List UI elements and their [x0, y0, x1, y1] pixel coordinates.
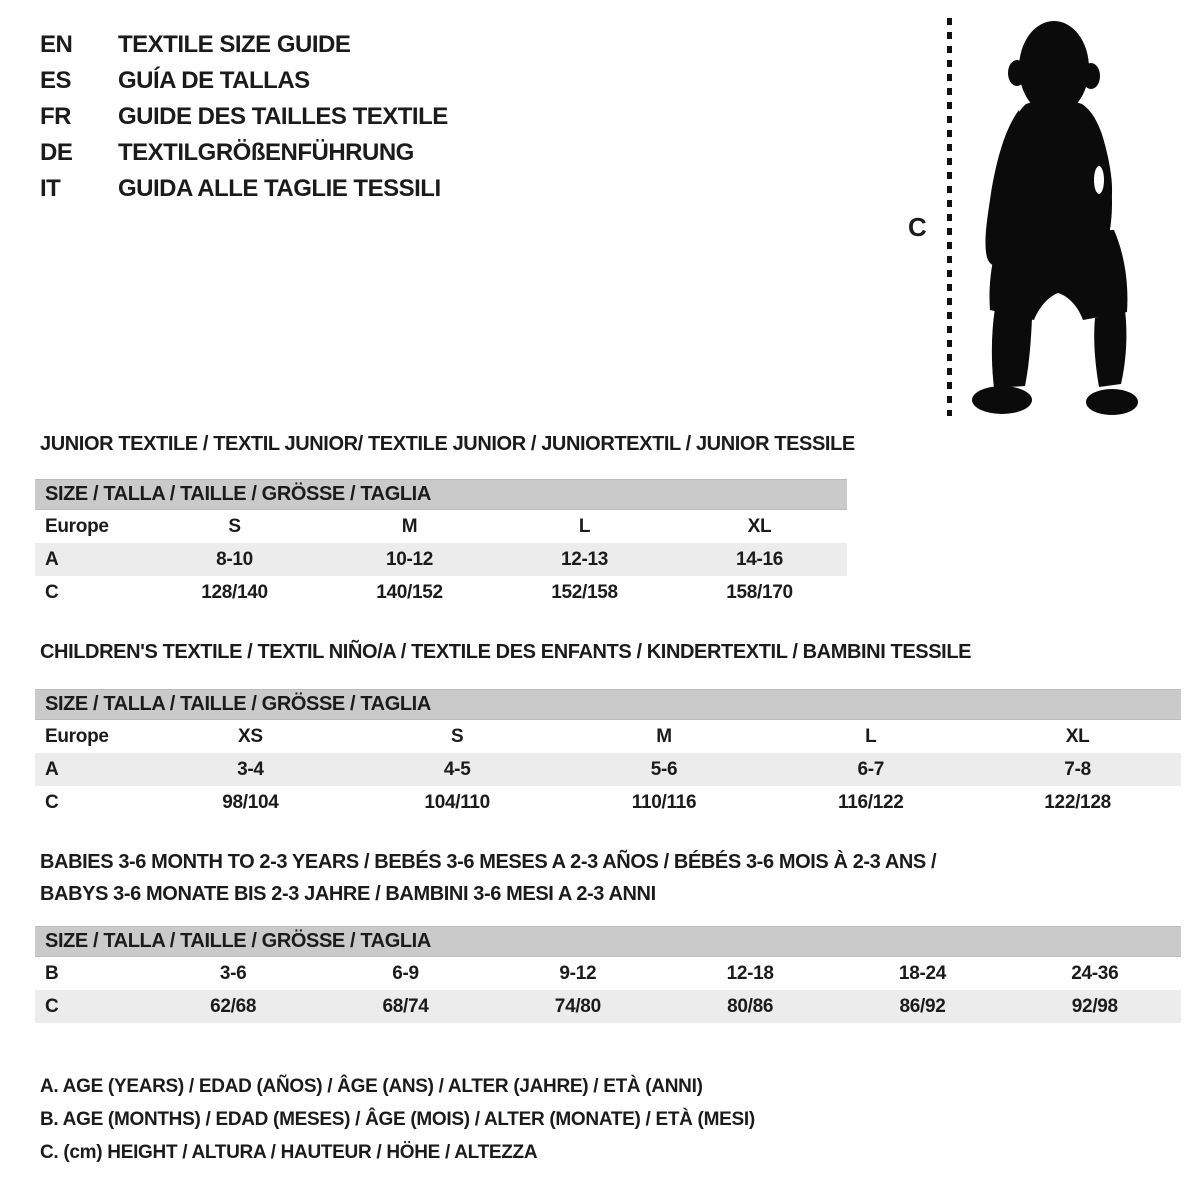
measurement-legend: [40, 1070, 755, 1169]
legend-line-b: B. AGE (MONTHS) / EDAD (MESES) / ÂGE (MOIS) / ALTER (MONATE) / ETÀ (MESI): [40, 1109, 755, 1130]
size-cell: XS: [238, 725, 263, 747]
children-section-title: CHILDREN'S TEXTILE / TEXTIL NIÑO/A / TEXTILE DES ENFANTS / KINDERTEXTIL / BAMBINI TESSILE: [40, 641, 972, 663]
height-cell: 116/122: [838, 791, 904, 813]
legend-line-c: C. (cm) HEIGHT / ALTURA / HAUTEUR / HÖHE / ALTEZZA: [40, 1142, 538, 1163]
lang-row-en: [40, 27, 448, 63]
height-cell: 86/92: [899, 995, 946, 1017]
age-cell: 3-4: [237, 758, 264, 780]
size-cell: S: [451, 725, 464, 747]
junior-section-title: JUNIOR TEXTILE / TEXTIL JUNIOR/ TEXTILE JUNIOR / JUNIORTEXTIL / JUNIOR TESSILE: [40, 433, 855, 455]
row-label: Europe: [45, 725, 109, 747]
size-cell: XL: [1065, 725, 1090, 747]
height-cell: 158/170: [726, 581, 793, 603]
lang-title: TEXTILGRÖßENFÜHRUNG: [118, 139, 414, 166]
row-label: A: [45, 758, 59, 780]
age-cell: 24-36: [1071, 962, 1119, 984]
lang-row-es: [40, 63, 448, 99]
lang-code: EN: [40, 31, 73, 58]
legend-line-a: A. AGE (YEARS) / EDAD (AÑOS) / ÂGE (ANS) / ALTER (JAHRE) / ETÀ (ANNI): [40, 1076, 703, 1097]
height-cell: 152/158: [551, 581, 618, 603]
lang-title: TEXTILE SIZE GUIDE: [118, 31, 351, 58]
junior-size-table: [35, 479, 847, 609]
age-cell: 7-8: [1064, 758, 1091, 780]
age-cell: 9-12: [559, 962, 597, 984]
lang-row-fr: [40, 99, 448, 135]
age-cell: 12-18: [726, 962, 774, 984]
height-cell: 74/80: [554, 995, 601, 1017]
lang-title: GUIDE DES TAILLES TEXTILE: [118, 103, 448, 130]
lang-title: GUIDA ALLE TAGLIE TESSILI: [118, 175, 441, 202]
table-row-height: [35, 576, 847, 609]
babies-section-title: [40, 846, 936, 910]
height-cell: 140/152: [376, 581, 443, 603]
babies-size-table: [35, 926, 1181, 1023]
size-cell: XL: [747, 515, 772, 537]
babies-title-line2: BABYS 3-6 MONATE BIS 2-3 JAHRE / BAMBINI 3-6 MESI A 2-3 ANNI: [40, 883, 656, 905]
size-cell: L: [865, 725, 877, 747]
age-cell: 6-7: [857, 758, 885, 780]
age-cell: 4-5: [443, 758, 471, 780]
age-cell: 14-16: [735, 548, 784, 570]
height-cell: 110/116: [631, 791, 697, 813]
height-cell: 92/98: [1071, 995, 1118, 1017]
table-row-europe: [35, 720, 1181, 753]
age-cell: 18-24: [898, 962, 947, 984]
language-list: [40, 27, 448, 207]
size-cell: M: [401, 515, 418, 537]
size-cell: S: [228, 515, 241, 537]
row-label: B: [45, 962, 59, 984]
row-label: C: [45, 581, 59, 603]
lang-code: ES: [40, 67, 72, 94]
lang-code: DE: [40, 139, 73, 166]
table-row-height: [35, 786, 1181, 819]
table-row-age: [35, 543, 847, 576]
lang-code: FR: [40, 103, 71, 130]
height-cell: 98/104: [222, 791, 279, 813]
age-cell: 6-9: [392, 962, 419, 984]
height-cell: 68/74: [382, 995, 429, 1017]
children-size-table: [35, 689, 1181, 819]
height-cell: 128/140: [201, 581, 268, 603]
age-cell: 3-6: [219, 962, 247, 984]
table-row-age: [35, 753, 1181, 786]
age-cell: 10-12: [385, 548, 434, 570]
lang-code: IT: [40, 175, 61, 202]
age-cell: 8-10: [216, 548, 253, 570]
row-label: A: [45, 548, 59, 570]
height-dashed-line: [947, 18, 952, 416]
height-figure: [880, 10, 1180, 425]
height-cell: 80/86: [727, 995, 774, 1017]
height-cell: 122/128: [1044, 791, 1111, 813]
lang-title: GUÍA DE TALLAS: [118, 67, 310, 94]
row-label: C: [45, 791, 59, 813]
height-cell: 104/110: [424, 791, 490, 813]
size-cell: M: [656, 725, 672, 747]
toddler-silhouette-icon: [962, 18, 1140, 418]
height-cell: 62/68: [210, 995, 257, 1017]
row-label: C: [45, 995, 59, 1017]
age-cell: 12-13: [560, 548, 609, 570]
children-table-header: SIZE / TALLA / TAILLE / GRÖSSE / TAGLIA: [35, 689, 1181, 720]
junior-table-header: SIZE / TALLA / TAILLE / GRÖSSE / TAGLIA: [35, 479, 847, 510]
table-row-age-months: [35, 957, 1181, 990]
row-label: Europe: [45, 515, 109, 537]
babies-table-header: SIZE / TALLA / TAILLE / GRÖSSE / TAGLIA: [35, 926, 1181, 957]
age-cell: 5-6: [650, 758, 678, 780]
babies-title-line1: BABIES 3-6 MONTH TO 2-3 YEARS / BEBÉS 3-6 MESES A 2-3 AÑOS / BÉBÉS 3-6 MOIS À 2-3 ANS /: [40, 851, 937, 873]
height-measure-label: C: [908, 212, 927, 242]
lang-row-de: [40, 135, 448, 171]
table-row-height: [35, 990, 1181, 1023]
size-cell: L: [578, 515, 591, 537]
table-row-europe: [35, 510, 847, 543]
lang-row-it: [40, 171, 448, 207]
